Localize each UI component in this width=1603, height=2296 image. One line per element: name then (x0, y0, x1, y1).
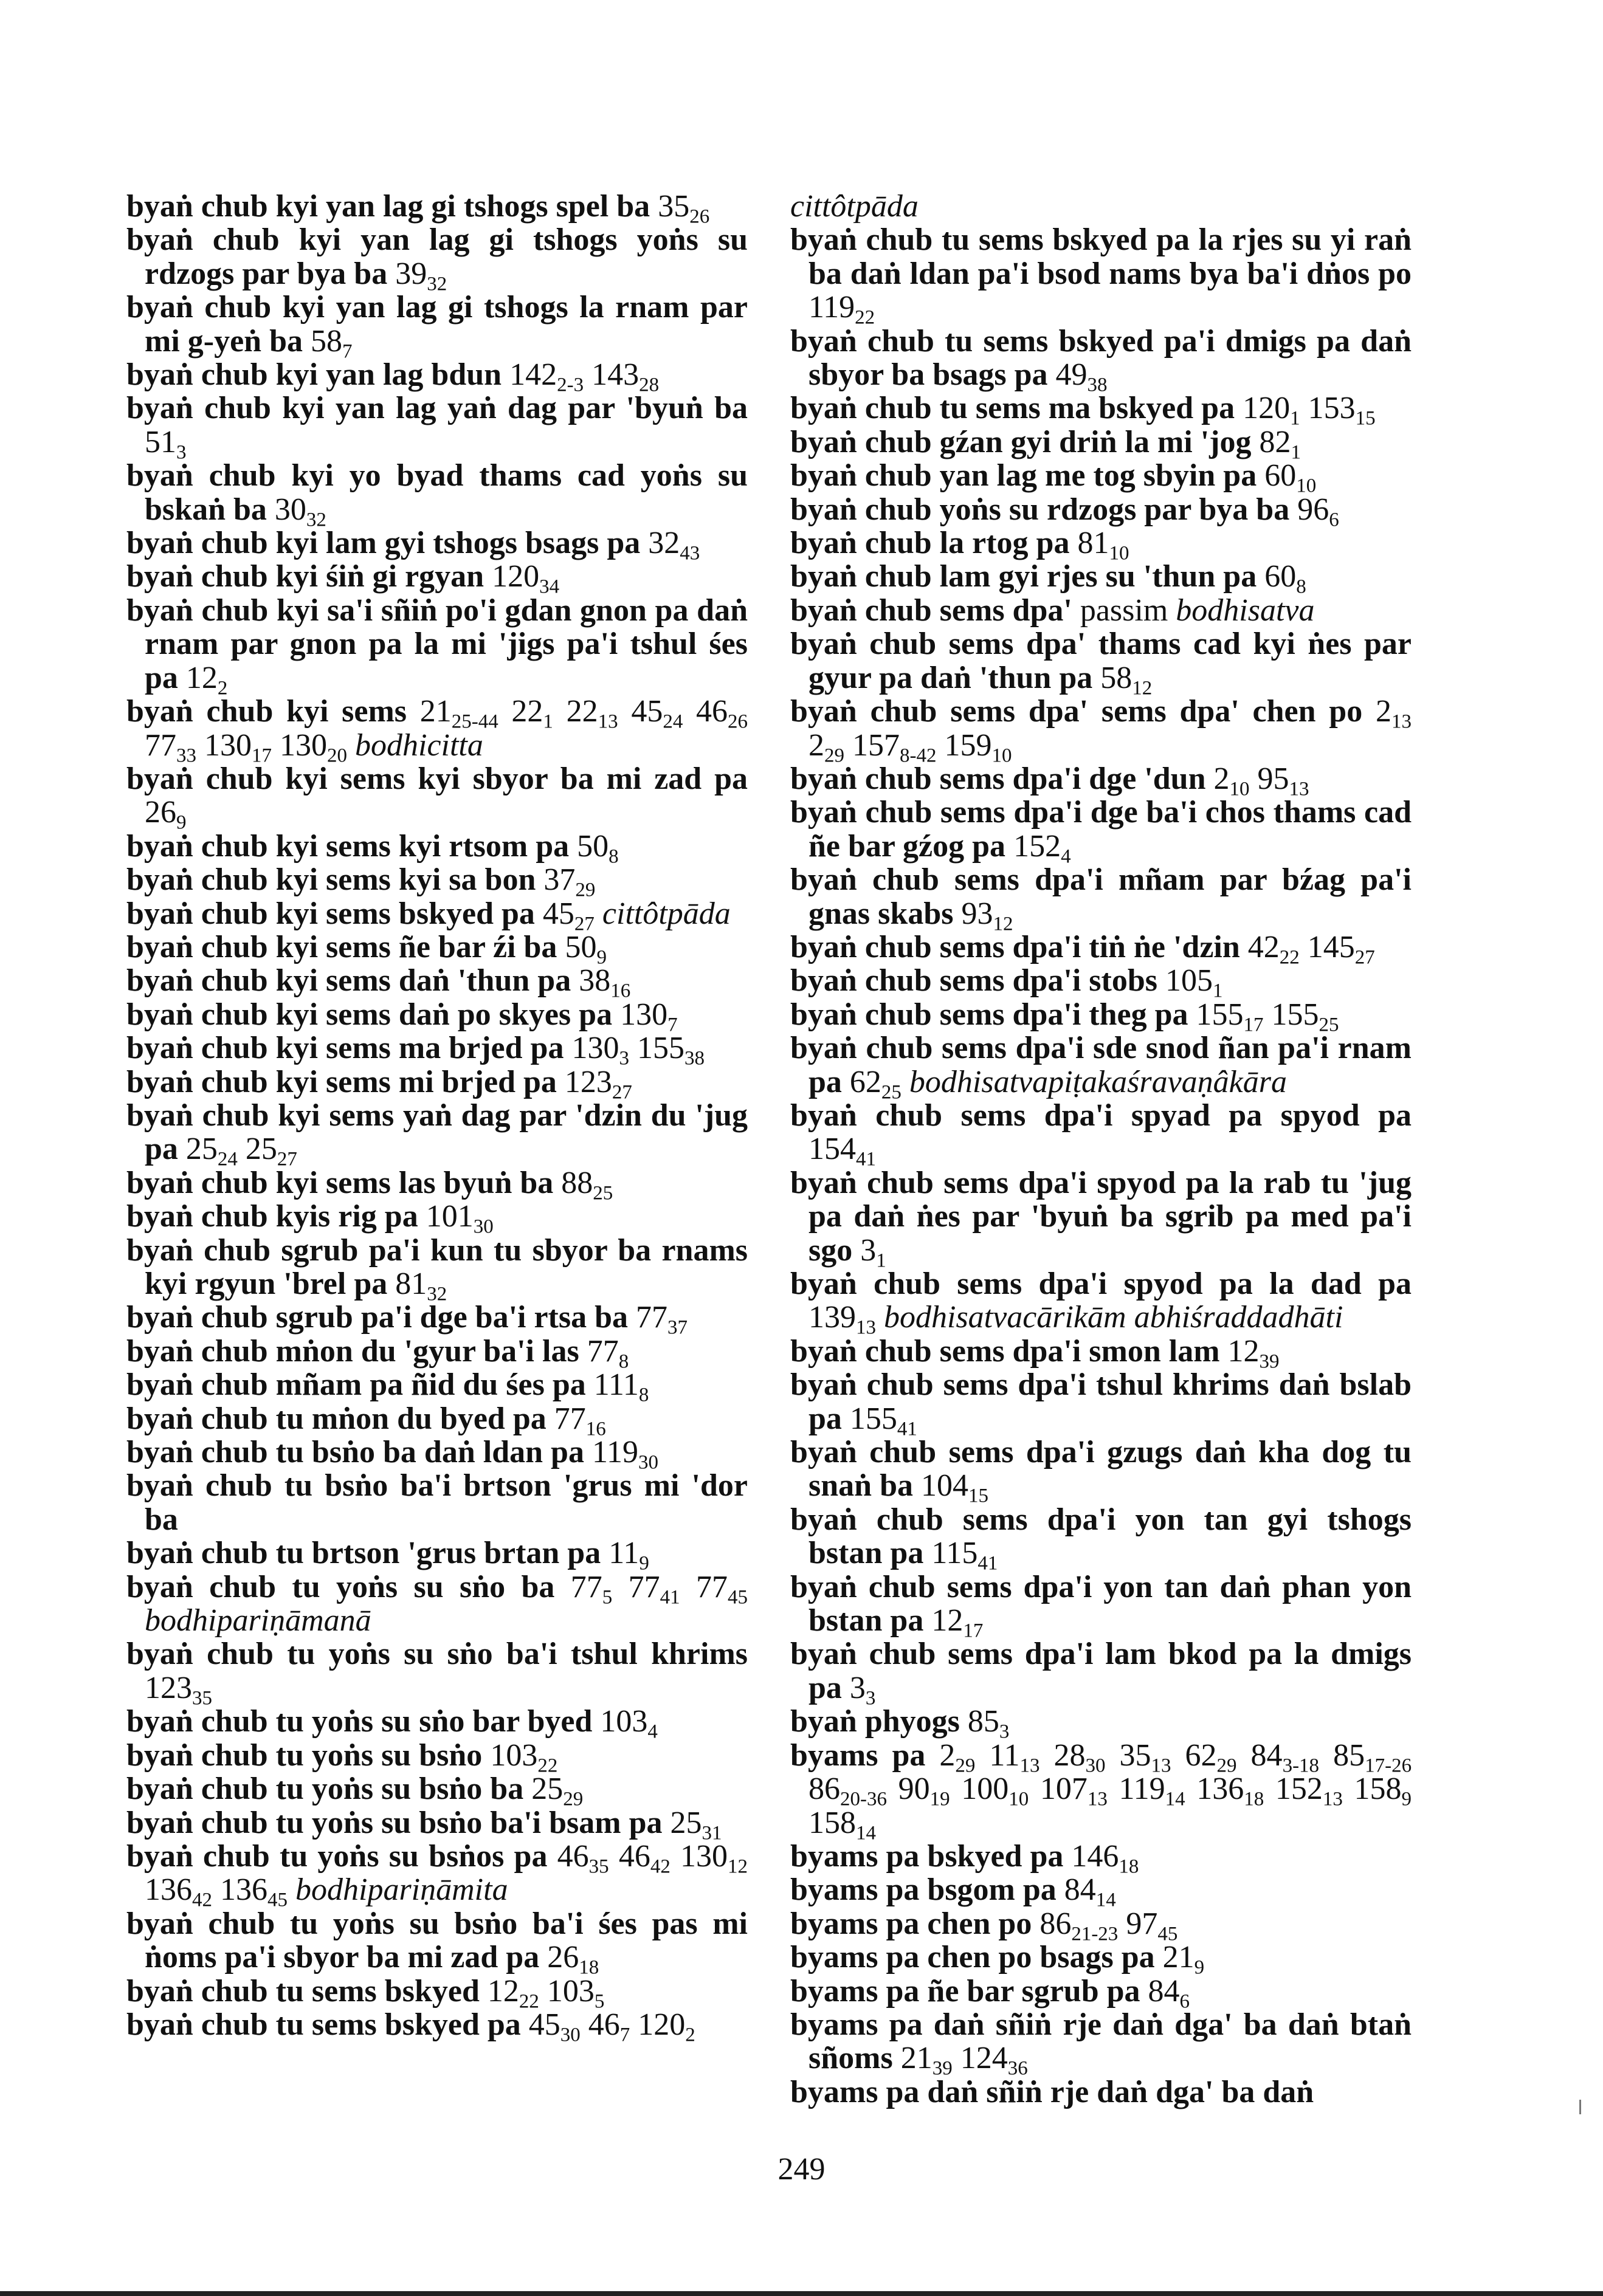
index-entry (790, 1940, 1412, 1979)
entry-headword: byaṅ chub sems dpa'i lam bkod pa la dmigs pa (790, 1637, 1412, 1705)
entry-references: passim (1080, 593, 1168, 628)
entry-sanskrit: bodhisatvapiṭakaśravaṇâkāra (909, 1064, 1287, 1099)
entry-references: $103_{22}$ (490, 1737, 558, 1777)
entry-headword: byaṅ chub sems dpa'i spyod pa la dad pa (790, 1267, 1412, 1301)
entry-headword: byaṅ chub sems dpa' sems dpa' chen po (790, 694, 1363, 729)
entry-references: $21_{25-44}$ $22_1$ $22_{13}$ $45_{24}$ $46_{26}$ $77_{33}$ $130_{17}$ $130_{20}$ (145, 694, 748, 767)
entry-references: $45_{30}$ $46_7$ $120_2$ (528, 2007, 695, 2046)
index-entry (790, 1906, 1412, 1945)
index-entry (790, 929, 1412, 969)
entry-headword: byaṅ chub tu yoṅs su bsṅo ba'i bsam pa (126, 1805, 663, 1840)
index-entry (126, 1367, 748, 1406)
index-entry (126, 458, 748, 531)
index-entry (790, 1333, 1412, 1373)
entry-references: $155_{41}$ (849, 1401, 917, 1440)
entry-headword: byaṅ chub la rtog pa (790, 526, 1070, 561)
entry-sanskrit: bodhipariṇāmanā (145, 1603, 371, 1638)
entry-headword: byams pa chen po (790, 1906, 1032, 1941)
entry-headword: byaṅ chub kyi yan lag gi tshogs la rnam par mi g-yeṅ ba (126, 290, 748, 359)
entry-headword: byaṅ chub kyi yan lag gi tshogs spel ba (126, 189, 650, 224)
entry-headword: byaṅ chub tu yoṅs su sṅo ba (126, 1569, 555, 1604)
entry-headword: byaṅ chub tu yoṅs su bsṅo ba'i śes pas mi ṅoms pa'i sbyor ba mi zad pa (126, 1906, 748, 1975)
index-entry (126, 1064, 748, 1104)
index-entry (790, 1737, 1412, 1844)
entry-references: $119_{30}$ (591, 1435, 659, 1474)
entry-references: $58_7$ (311, 323, 353, 363)
entry-headword: byaṅ chub sems dpa' (790, 593, 1072, 628)
index-entry (126, 1906, 748, 1979)
entry-references: $46_{35}$ $46_{42}$ $130_{12}$ $136_{42}$ $136_{45}$ (145, 1838, 748, 1911)
entry-references: $12_{22}$ $103_5$ (487, 1973, 605, 2013)
entry-references: $101_{30}$ (426, 1199, 494, 1238)
entry-sanskrit: cittôtpāda (790, 189, 919, 224)
index-entry (126, 896, 748, 935)
entry-references: $96_6$ (1297, 492, 1339, 531)
entry-sanskrit: cittôtpāda (602, 896, 731, 931)
entry-references: $21_9$ (1162, 1940, 1205, 1979)
index-entry (126, 1435, 748, 1474)
entry-references: $120_1$ $153_{15}$ (1243, 391, 1376, 430)
index-entry (790, 2007, 1412, 2080)
entry-references: $38_{16}$ (579, 963, 631, 1002)
entry-headword: byaṅ chub kyi yan lag yaṅ dag par 'byuṅ ba (126, 391, 748, 426)
entry-references: $130_3$ $155_{38}$ (571, 1031, 705, 1070)
index-entry (126, 290, 748, 363)
index-entry (126, 694, 748, 767)
entry-headword: byams pa chen po bsags pa (790, 1940, 1155, 1975)
entry-references: $139_{13}$ (808, 1300, 876, 1339)
entry-headword: byaṅ chub sems dpa'i yon tan gyi tshogs bstan pa (790, 1502, 1412, 1571)
index-entry (126, 222, 748, 295)
entry-headword: byaṅ chub sems dpa'i dge 'dun (790, 761, 1206, 796)
index-entry (790, 594, 1412, 627)
entry-headword: byaṅ chub mṅon du 'gyur ba'i las (126, 1333, 579, 1369)
entry-references: $2_{13}$ $2_{29}$ $157_{8-42}$ $159_{10}$ (808, 694, 1412, 767)
entry-references: $77_5$ $77_{41}$ $77_{45}$ (570, 1569, 748, 1609)
entry-headword: byaṅ chub kyi sems las byuṅ ba (126, 1165, 554, 1200)
entry-headword: byaṅ chub sems dpa'i gzugs daṅ kha dog tu snaṅ ba (790, 1435, 1412, 1504)
entry-headword: byaṅ chub tu mṅon du byed pa (126, 1401, 546, 1436)
entry-headword: byaṅ chub kyi sems mi brjed pa (126, 1064, 557, 1099)
entry-sanskrit: bodhipariṇāmita (295, 1872, 508, 1908)
index-entry (126, 1838, 748, 1911)
entry-references: $119_{22}$ (808, 290, 875, 329)
entry-references: $12_{17}$ (931, 1603, 984, 1642)
index-entry (126, 1570, 748, 1638)
index-entry (790, 1637, 1412, 1710)
index-entry (790, 761, 1412, 800)
index-entry (790, 391, 1412, 430)
entry-headword: byaṅ chub kyi sems kyi sbyor ba mi zad pa (126, 761, 748, 796)
entry-headword: byaṅ chub tu bsṅo ba'i brtson 'grus mi 'dor ba (126, 1468, 748, 1537)
index-entry (790, 1267, 1412, 1339)
entry-references: $45_{27}$ (542, 896, 595, 935)
index-entry (126, 1772, 748, 1810)
index-entry (126, 1031, 748, 1070)
entry-references: $81_{10}$ (1077, 526, 1129, 565)
entry-references: $85_3$ (967, 1704, 1010, 1743)
index-entry (790, 1031, 1412, 1104)
entry-headword: byaṅ chub kyi sems (126, 694, 407, 729)
entry-headword: byaṅ chub yan lag me tog sbyin pa (790, 458, 1257, 493)
index-entry (126, 559, 748, 599)
index-column-left (126, 189, 748, 2046)
entry-headword: byaṅ chub kyi sems kyi sa bon (126, 862, 536, 898)
entry-headword: byaṅ chub yoṅs su rdzogs par bya ba (790, 492, 1290, 527)
index-entry (790, 997, 1412, 1036)
entry-headword: byams pa daṅ sñiṅ rje daṅ dga' ba daṅ btaṅ sñoms (790, 2007, 1412, 2076)
entry-references: $152_4$ (1013, 828, 1071, 868)
entry-references: $35_{26}$ (658, 189, 710, 228)
entry-headword: byaṅ chub gźan gyi driṅ la mi 'jog (790, 424, 1252, 459)
index-entry (126, 1805, 748, 1844)
entry-headword: byaṅ chub kyis rig pa (126, 1199, 418, 1234)
index-entry (790, 1872, 1412, 1911)
entry-headword: byaṅ chub sems dpa'i sde snod ñan pa'i rnam pa (790, 1031, 1412, 1099)
index-entry (790, 1973, 1412, 2013)
entry-references: $62_{25}$ (849, 1064, 901, 1104)
entry-references: $26_9$ (145, 795, 187, 834)
index-entry (790, 1098, 1412, 1170)
entry-headword: byams pa bsgom pa (790, 1872, 1057, 1908)
entry-references: $3_1$ (860, 1232, 886, 1272)
index-entry (126, 189, 748, 228)
index-entry (790, 2075, 1412, 2109)
entry-references: $2_{10}$ $95_{13}$ (1213, 761, 1309, 800)
index-entry (126, 1300, 748, 1339)
entry-references: $115_{41}$ (931, 1536, 998, 1575)
entry-headword: byaṅ chub sems dpa'i dge ba'i chos thams cad ñe bar gźog pa (790, 795, 1412, 864)
index-entry (790, 1502, 1412, 1575)
entry-references: $77_8$ (587, 1333, 629, 1373)
index-entry (126, 1973, 748, 2013)
entry-references: $12_{39}$ (1227, 1333, 1280, 1373)
entry-headword: byaṅ chub kyi sems yaṅ dag par 'dzin du 'jug pa (126, 1098, 748, 1167)
entry-headword: byaṅ chub tu sems bskyed pa'i dmigs pa daṅ sbyor ba bsags pa (790, 323, 1412, 393)
entry-references: $21_{39}$ $124_{36}$ (900, 2041, 1028, 2080)
index-entry (790, 323, 1412, 396)
index-entry (790, 424, 1412, 464)
index-entry (790, 222, 1412, 329)
index-entry (126, 526, 748, 565)
entry-headword: byaṅ chub kyi sems kyi rtsom pa (126, 828, 570, 864)
page-number: 249 (777, 2152, 826, 2187)
entry-references: $3_3$ (849, 1670, 876, 1710)
entry-references: $25_{24}$ $25_{27}$ (185, 1132, 297, 1170)
entry-headword: byaṅ chub kyi sems ma brjed pa (126, 1031, 564, 1066)
index-entry (790, 694, 1412, 767)
index-entry (126, 2007, 748, 2046)
entry-references: $81_{32}$ (395, 1267, 447, 1305)
entry-references: $104_{15}$ (921, 1468, 988, 1507)
entry-headword: byaṅ chub kyi yan lag bdun (126, 357, 502, 393)
index-entry (126, 1704, 748, 1743)
entry-headword: byaṅ chub tu sems bskyed (126, 1973, 480, 2009)
entry-references: $12_2$ (185, 660, 228, 699)
entry-headword: byaṅ chub sgrub pa'i kun tu sbyor ba rnams kyi rgyun 'brel pa (126, 1232, 748, 1301)
entry-sanskrit: bodhicitta (355, 727, 483, 763)
entry-references: $77_{16}$ (554, 1401, 606, 1440)
entry-headword: byaṅ chub sems dpa'i yon tan daṅ phan yon bstan pa (790, 1569, 1412, 1638)
entry-references: $25_{31}$ (670, 1805, 722, 1844)
entry-references: $77_{37}$ (636, 1300, 688, 1339)
entry-references: $39_{32}$ (395, 256, 447, 295)
index-entry (790, 1704, 1412, 1743)
edge-mark (1579, 2100, 1581, 2114)
index-entry (790, 492, 1412, 531)
index-entry (790, 795, 1412, 868)
entry-headword: byaṅ chub sems dpa'i spyad pa spyod pa (790, 1098, 1412, 1133)
index-entry (126, 1199, 748, 1238)
entry-references: $51_3$ (145, 424, 187, 464)
index-entry (126, 1737, 748, 1777)
entry-headword: byaṅ chub tu brtson 'grus brtan pa (126, 1536, 601, 1571)
entry-headword: byaṅ chub tu yoṅs su bsṅos pa (126, 1838, 548, 1874)
entry-references: $111_8$ (593, 1367, 649, 1406)
index-entry (790, 862, 1412, 935)
index-column-right (790, 190, 1412, 2109)
entry-references: $84_{14}$ (1064, 1872, 1116, 1911)
entry-references: $11_9$ (608, 1536, 649, 1575)
entry-headword: byaṅ chub tu yoṅs su sṅo bar byed (126, 1704, 593, 1739)
entry-headword: byaṅ chub tu sems ma bskyed pa (790, 391, 1235, 426)
entry-headword: byaṅ chub tu yoṅs su sṅo ba'i tshul khrims (126, 1637, 748, 1672)
entry-headword: byaṅ chub mñam pa ñid du śes pa (126, 1367, 586, 1403)
entry-references: $25_{29}$ (531, 1772, 584, 1810)
entry-references: $50_8$ (577, 828, 619, 868)
index-entry (790, 526, 1412, 565)
bottom-edge-rule (0, 2291, 1603, 2296)
index-entry (126, 1165, 748, 1205)
entry-headword: byaṅ chub lam gyi rjes su 'thun pa (790, 559, 1257, 594)
index-entry (126, 1098, 748, 1170)
entry-references: $105_1$ (1165, 963, 1223, 1002)
index-entry (790, 963, 1412, 1002)
index-entry (790, 1435, 1412, 1507)
entry-references: $37_{29}$ (543, 862, 596, 901)
index-entry (126, 1469, 748, 1536)
entry-headword: byaṅ chub tu sems bskyed pa (126, 2007, 521, 2042)
entry-references: $60_8$ (1264, 559, 1306, 599)
entry-references: $123_{35}$ (145, 1670, 212, 1710)
index-entry (790, 458, 1412, 497)
entry-headword: byaṅ chub sems dpa' thams cad kyi ṅes par gyur pa daṅ 'thun pa (790, 627, 1412, 695)
entry-references: $93_{12}$ (961, 896, 1013, 935)
index-entry (126, 1401, 748, 1440)
entry-headword: byaṅ chub sems dpa'i tiṅ ṅe 'dzin (790, 929, 1240, 964)
index-entry (126, 997, 748, 1036)
index-entry (126, 761, 748, 834)
entry-references: $146_{18}$ (1071, 1838, 1139, 1878)
entry-headword: byaṅ chub sems dpa'i stobs (790, 963, 1157, 998)
entry-references: $49_{38}$ (1055, 357, 1108, 396)
entry-references: $130_7$ (620, 997, 678, 1036)
index-entry (126, 357, 748, 396)
index-entry (790, 1569, 1412, 1642)
entry-references: $30_{32}$ (274, 492, 326, 531)
index-entry (126, 1536, 748, 1575)
entry-headword: byaṅ chub kyi yan lag gi tshogs yoṅs su rdzogs par bya ba (126, 222, 748, 291)
entry-sanskrit: bodhisatva (1176, 593, 1315, 628)
entry-headword: byaṅ chub sems dpa'i smon lam (790, 1333, 1220, 1369)
index-entry (790, 1165, 1412, 1272)
entry-headword: byaṅ chub sems dpa'i spyod pa la rab tu 'jug pa daṅ ṅes par 'byuṅ ba sgrib pa med pa'i sgo (790, 1165, 1412, 1268)
index-entry (126, 1637, 748, 1710)
entry-references: $154_{41}$ (808, 1132, 876, 1170)
index-entry (126, 963, 748, 1002)
entry-headword: byaṅ chub kyi yo byad thams cad yoṅs su bskaṅ ba (126, 458, 748, 527)
entry-references: $84_6$ (1148, 1973, 1190, 2013)
index-entry (790, 1838, 1412, 1878)
entry-headword: byaṅ chub kyi sems ñe bar źi ba (126, 929, 557, 964)
index-entry (126, 593, 748, 699)
entry-headword: byaṅ chub kyi śiṅ gi rgyan (126, 559, 484, 594)
entry-references: $50_9$ (565, 929, 607, 969)
entry-headword: byaṅ chub kyi sems bskyed pa (126, 896, 535, 931)
entry-headword: byaṅ chub kyi lam gyi tshogs bsags pa (126, 526, 641, 561)
entry-references: $2_{29}$ $11_{13}$ $28_{30}$ $35_{13}$ $62_{29}$ $84_{3-18}$ $85_{17-26}$ $86_{20-36}$ $90_{19}$ $100_{10}$ $107_{13}$ $119_{14}$ $136_{18}$ $152_{13}$ $158_9$ $158_{14}$ (808, 1737, 1412, 1844)
entry-references: $155_{17}$ $155_{25}$ (1196, 997, 1339, 1036)
entry-references: $82_1$ (1259, 424, 1301, 464)
entry-headword: byams pa ñe bar sgrub pa (790, 1973, 1140, 2009)
index-entry (126, 391, 748, 464)
entry-references: $142_{2-3}$ $143_{28}$ (509, 357, 660, 396)
entry-headword: byaṅ chub kyi sa'i sñiṅ po'i gdan gnon pa daṅ rnam par gnon pa la mi 'jigs pa'i tshul śes pa (126, 593, 748, 695)
entry-headword: byaṅ chub tu yoṅs su bsṅo ba (126, 1772, 524, 1807)
entry-references: $123_{27}$ (564, 1064, 632, 1104)
index-entry (126, 1232, 748, 1305)
index-entry (126, 1333, 748, 1373)
entry-headword: byams pa bskyed pa (790, 1838, 1064, 1874)
entry-references: $32_{43}$ (648, 526, 700, 565)
entry-headword: byaṅ chub sems dpa'i tshul khrims daṅ bslab pa (790, 1367, 1412, 1436)
index-entry (790, 190, 1412, 223)
entry-references: $86_{21-23}$ $97_{45}$ (1039, 1906, 1178, 1945)
index-entry (790, 559, 1412, 599)
entry-references: $103_4$ (600, 1704, 658, 1743)
entry-references: $60_{10}$ (1264, 458, 1317, 497)
entry-headword: byaṅ phyogs (790, 1704, 960, 1739)
entry-references: $26_{18}$ (547, 1940, 599, 1979)
index-entry (790, 627, 1412, 699)
entry-headword: byaṅ chub kyi sems daṅ po skyes pa (126, 997, 613, 1032)
entry-headword: byaṅ chub sgrub pa'i dge ba'i rtsa ba (126, 1300, 629, 1335)
index-entry (126, 929, 748, 969)
index-entry (126, 862, 748, 901)
entry-references: $88_{25}$ (561, 1165, 613, 1205)
entry-references: $120_{34}$ (492, 559, 560, 599)
entry-headword: byams pa daṅ sñiṅ rje daṅ dga' ba daṅ (790, 2074, 1314, 2109)
entry-headword: byaṅ chub sems dpa'i mñam par bźag pa'i gnas skabs (790, 862, 1412, 931)
index-entry (126, 828, 748, 868)
entry-headword: byaṅ chub tu sems bskyed pa la rjes su yi raṅ ba daṅ ldan pa'i bsod nams bya ba'i dṅos po (790, 222, 1412, 291)
index-entry (790, 1367, 1412, 1440)
entry-headword: byaṅ chub sems dpa'i theg pa (790, 997, 1188, 1032)
entry-headword: byaṅ chub tu yoṅs su bsṅo (126, 1737, 483, 1773)
entry-headword: byaṅ chub tu bsṅo ba daṅ ldan pa (126, 1435, 584, 1470)
entry-headword: byams pa (790, 1737, 926, 1773)
entry-references: $42_{22}$ $145_{27}$ (1247, 929, 1375, 969)
entry-headword: byaṅ chub kyi sems daṅ 'thun pa (126, 963, 571, 998)
entry-sanskrit: bodhisatvacārikām abhiśraddadhāti (884, 1300, 1343, 1335)
entry-references: $58_{12}$ (1100, 660, 1153, 699)
